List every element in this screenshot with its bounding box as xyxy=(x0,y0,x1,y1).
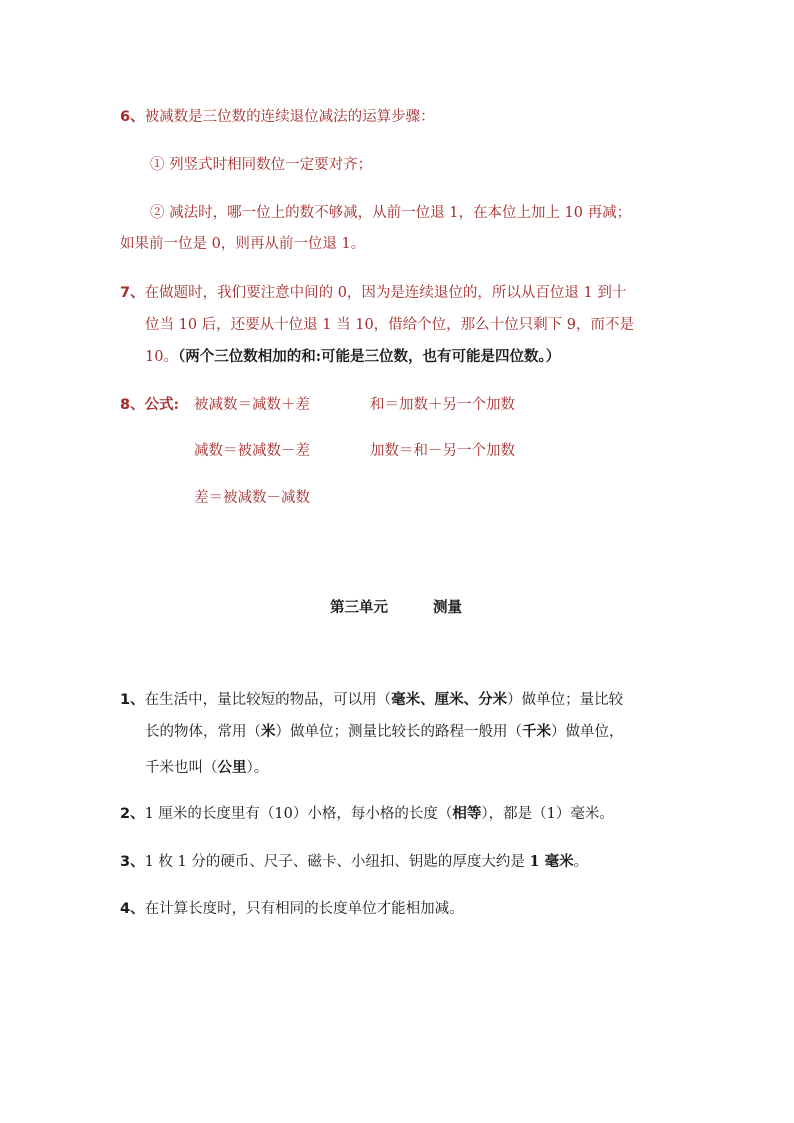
item-7-text-3: 10。 xyxy=(145,349,178,365)
unit3-item-1-line-1 xyxy=(120,689,623,711)
unit3-item-4 xyxy=(120,898,464,920)
unit3-item-4-text: 在计算长度时，只有相同的长度单位才能相加减。 xyxy=(144,901,464,917)
unit3-item-3-text-c: 。 xyxy=(573,854,589,870)
unit3-item-1-gongli: 公里 xyxy=(217,759,247,776)
item-6-title-line xyxy=(120,106,435,128)
unit3-item-1-text-a: 在生活中，量比较短的物品，可以用（ xyxy=(144,692,392,708)
unit3-item-1-line-3 xyxy=(145,757,268,779)
formula-5: 差＝被减数－减数 xyxy=(194,490,310,506)
unit3-item-1-text-3a: 千米也叫（ xyxy=(145,760,218,776)
unit3-item-1-meter: 米 xyxy=(261,723,276,740)
unit3-item-4-number: 4、 xyxy=(120,901,145,917)
item-7-number: 7、 xyxy=(120,285,145,301)
unit3-item-1-text-2c: ）做单位；测量比较长的路程一般用（ xyxy=(275,724,522,740)
item-7-line-1 xyxy=(120,282,626,304)
formula-3: 减数＝被减数－差 xyxy=(194,443,310,459)
unit3-item-3-mm: 1 毫米 xyxy=(529,853,574,870)
unit3-item-1-line-2 xyxy=(145,721,624,743)
item-8-number: 8、 xyxy=(120,397,145,413)
item-8-label: 公式: xyxy=(144,396,179,413)
unit3-item-2-text-c: ），都是（1）毫米。 xyxy=(481,806,614,822)
formula-1: 被减数＝减数＋差 xyxy=(194,397,310,413)
item-6-title: 被减数是三位数的连续退位减法的运算步骤： xyxy=(144,109,435,125)
unit3-item-3 xyxy=(120,851,588,873)
unit3-item-1-kilometer: 千米 xyxy=(522,723,551,740)
item-8-label-line xyxy=(120,394,179,416)
item-6-number: 6、 xyxy=(120,109,145,125)
unit3-item-2-equal: 相等 xyxy=(452,805,482,822)
unit3-item-3-text-a: 1 枚 1 分的硬币、尺子、磁卡、小纽扣、钥匙的厚度大约是 xyxy=(144,854,530,870)
item-7-line-3 xyxy=(145,346,560,368)
unit3-item-1-text-2a: 长的物体，常用（ xyxy=(145,724,261,740)
item-7-line-2: 位当 10 后，还要从十位退 1 当 10，借给个位，那么十位只剩下 9，而不是 xyxy=(145,317,635,333)
unit3-item-1-units: 毫米、厘米、分米 xyxy=(391,691,508,708)
unit3-item-1-number: 1、 xyxy=(120,692,145,708)
item-7-text-1: 在做题时，我们要注意中间的 0，因为是连续退位的，所以从百位退 1 到十 xyxy=(144,285,627,301)
formula-2: 和＝加数＋另一个加数 xyxy=(370,397,515,413)
item-6-step-1: ① 列竖式时相同数位一定要对齐； xyxy=(150,157,373,173)
unit3-item-2-number: 2、 xyxy=(120,806,145,822)
unit3-item-2 xyxy=(120,803,614,825)
unit3-item-3-number: 3、 xyxy=(120,854,145,870)
unit-3-heading-label: 第三单元 xyxy=(330,599,388,616)
formula-4: 加数＝和－另一个加数 xyxy=(370,443,515,459)
item-6-step-2-line-1: ② 减法时，哪一位上的数不够减，从前一位退 1，在本位上加上 10 再减； xyxy=(150,205,632,221)
item-6-step-2-line-2: 如果前一位是 0，则再从前一位退 1。 xyxy=(120,236,366,252)
item-7-note: （两个三位数相加的和:可能是三位数，也有可能是四位数。） xyxy=(177,348,561,365)
unit3-item-1-text-c: ）做单位；量比较 xyxy=(507,692,624,708)
unit3-item-1-text-3c: ）。 xyxy=(246,760,269,776)
unit-3-heading-title: 测量 xyxy=(433,599,462,616)
unit3-item-1-text-2e: ）做单位， xyxy=(551,724,624,740)
unit3-item-2-text-a: 1 厘米的长度里有（10）小格，每小格的长度（ xyxy=(144,806,453,822)
